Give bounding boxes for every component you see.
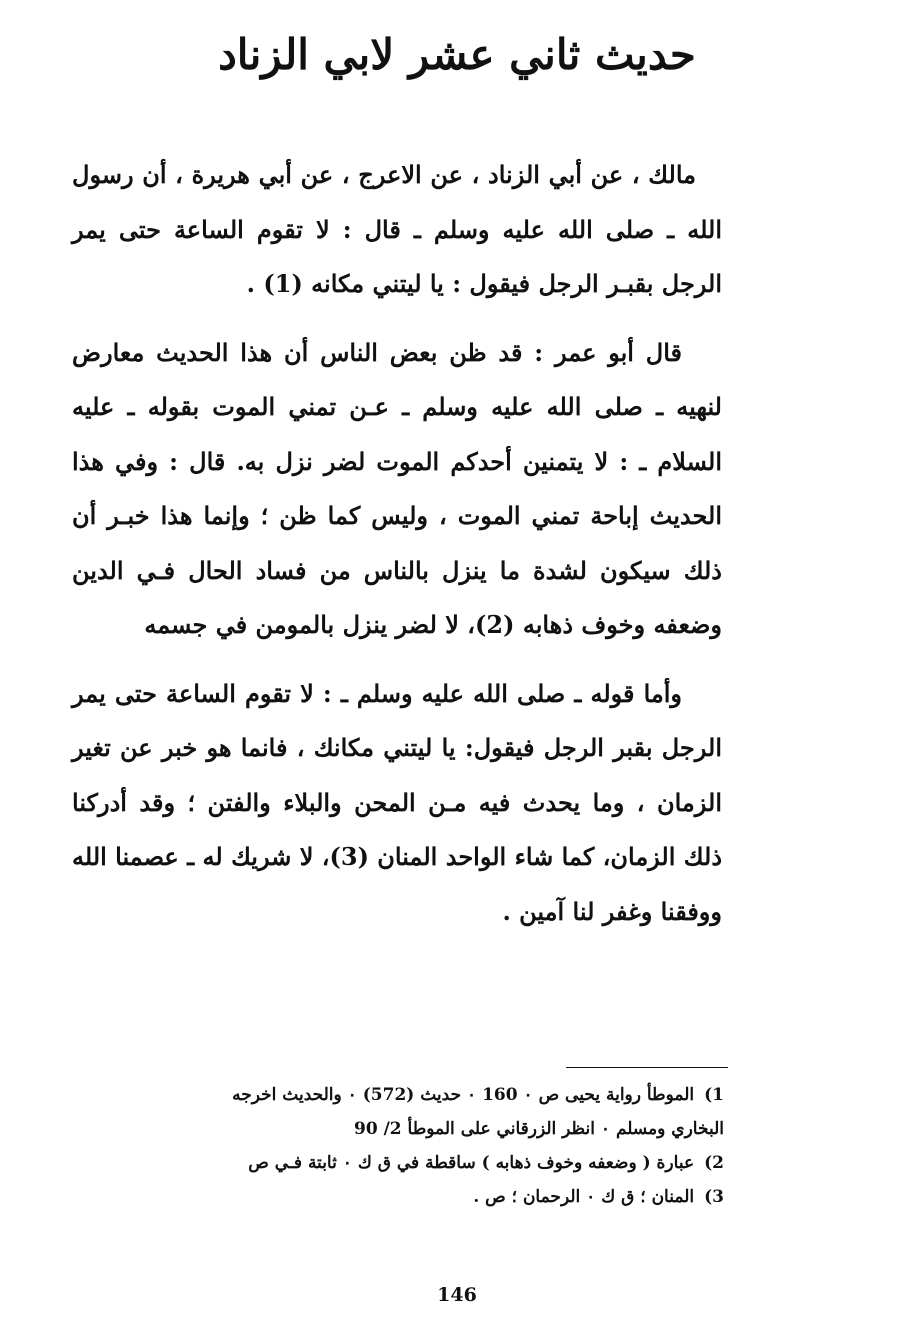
footnote-continuation: البخاري ومسلم ٠ انظر الزرقاني على الموطأ 2/ 90 — [353, 1119, 724, 1139]
footnote-number: 2) — [704, 1153, 724, 1173]
footnote-3 — [80, 1180, 730, 1214]
page-number: 146 — [437, 1284, 477, 1306]
footnote-1 — [80, 1078, 730, 1146]
footnote-text: الموطأ رواية يحيى ص ٠ 160 ٠ حديث (572) ٠ والحديث اخرجه — [232, 1085, 695, 1105]
paragraph-3: وأما قوله ـ صلى الله عليه وسلم ـ : لا تقوم الساعة حتى يمر الرجل بقبر الرجل فيقول: يا ليتني مكانك ، فانما هو خبر عن تغير الزمان ، وما يحدث فيه مـن المحن والبلاء والفتن ؛ وقد أدركنا ذلك الزمان، كما شاء الواحد المنان (3)، لا شريك له ـ عصمنا الله ووفقنا وغفر لنا آمين . — [72, 678, 723, 926]
footnote-number: 3) — [704, 1187, 724, 1207]
footnote-text: عبارة ( وضعفه وخوف ذهابه ) ساقطة في ق ك ٠ ثابتة فـي ص — [248, 1153, 695, 1173]
main-text — [72, 148, 722, 953]
paragraph-2: قال أبو عمر : قد ظن بعض الناس أن هذا الحديث معارض لنهيه ـ صلى الله عليه وسلم ـ عـن تمني الموت بقوله ـ عليه السلام ـ : لا يتمنين أحدكم الموت لضر نزل به. قال : وفي هذا الحديث إباحة تمني الموت ، وليس كما ظن ؛ وإنما هذا خبـر أن ذلك سيكون لشدة ما ينزل بالناس من فساد الحال فـي الدين وضعفه وخوف ذهابه (2)، لا لضر ينزل بالمومن في جسمه — [72, 337, 722, 639]
footnote-2 — [80, 1146, 730, 1180]
footnote-divider — [566, 1067, 728, 1068]
footnotes — [80, 1078, 730, 1214]
footnote-number: 1) — [704, 1085, 724, 1105]
paragraph-1: مالك ، عن أبي الزناد ، عن الاعرج ، عن أبي هريرة ، أن رسول الله ـ صلى الله عليه وسلم ـ قال : لا تقوم الساعة حتى يمر الرجل بقبـر الرجل فيقول : يا ليتني مكانه (1) . — [72, 160, 722, 298]
footnote-text: المنان ؛ ق ك ٠ الرحمان ؛ ص . — [473, 1187, 695, 1207]
page-title: حديث ثاني عشر لابي الزناد — [218, 30, 696, 79]
